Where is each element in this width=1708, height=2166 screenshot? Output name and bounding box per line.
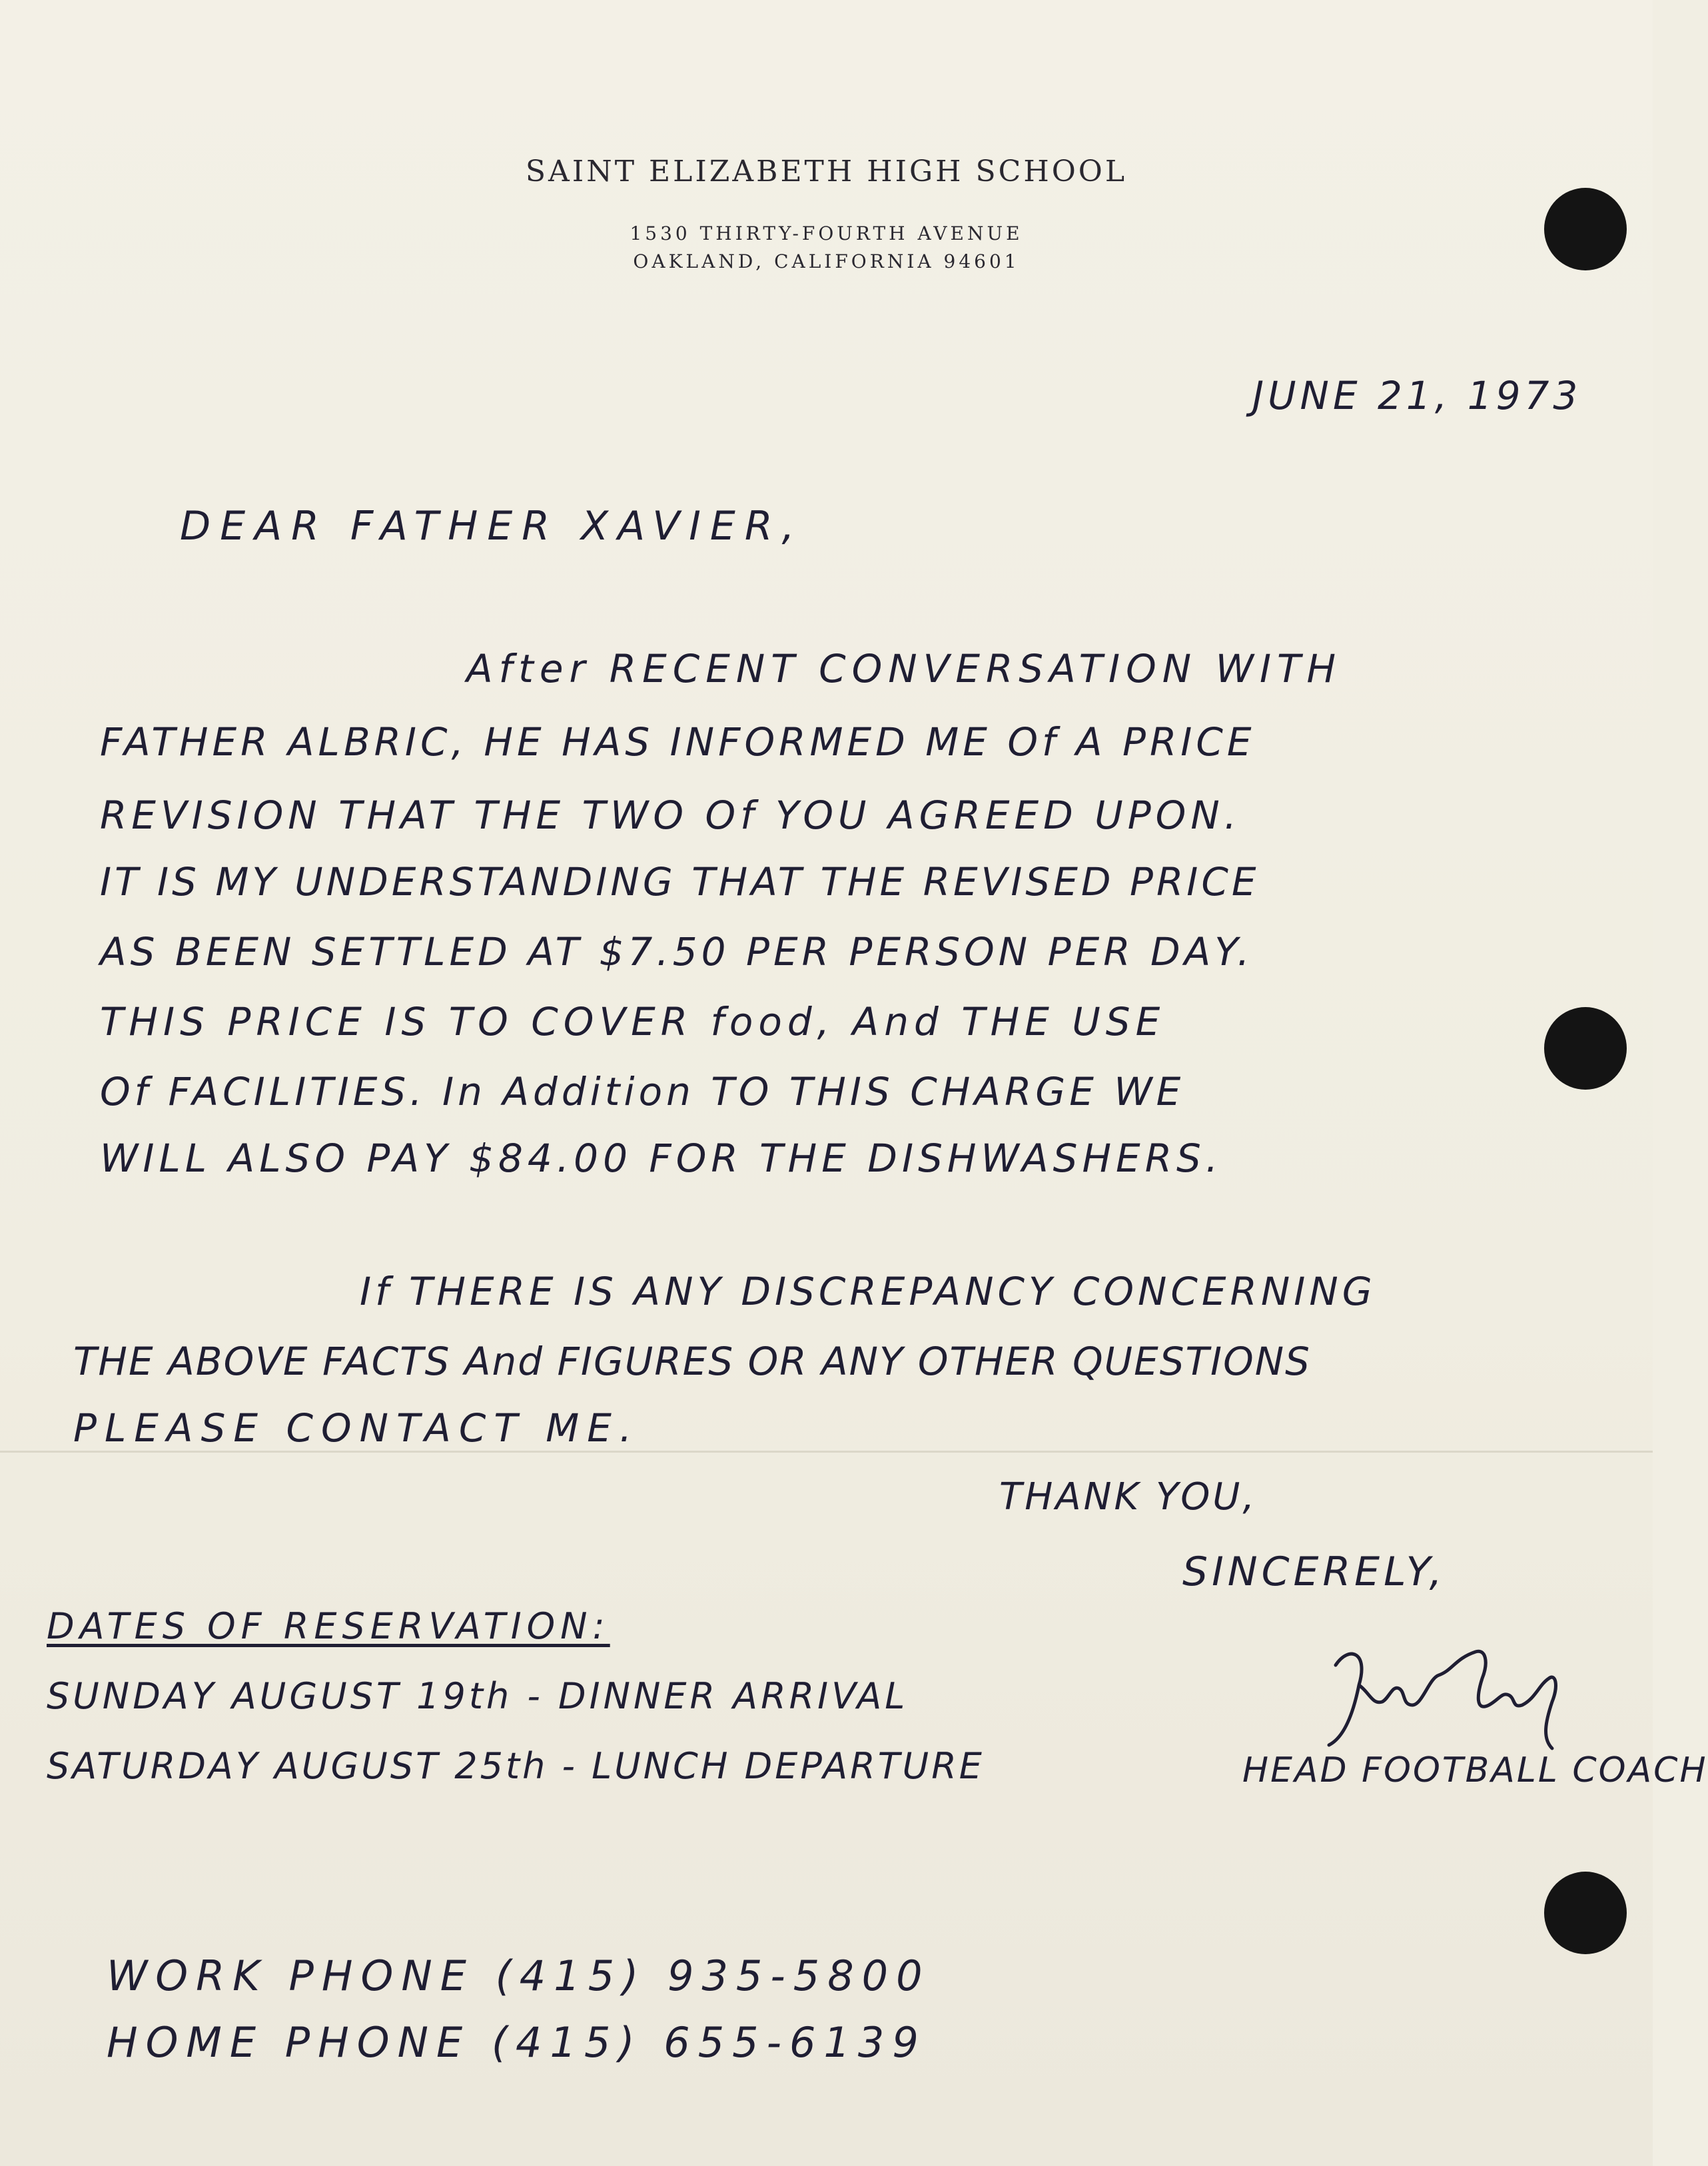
reservation-departure: SATURDAY AUGUST 25th - LUNCH DEPARTURE xyxy=(47,1745,985,1787)
letter-date: JUNE 21, 1973 xyxy=(1252,373,1582,418)
paragraph1-line2: FATHER ALBRIC, HE HAS INFORMED ME Of A PRICE xyxy=(100,719,1256,765)
work-phone: WORK PHONE (415) 935-5800 xyxy=(107,1952,931,2000)
school-address-line2: OAKLAND, CALIFORNIA 94601 xyxy=(633,250,1020,272)
paragraph1-line6: THIS PRICE IS TO COVER food, And THE USE xyxy=(100,999,1166,1044)
reservation-arrival: SUNDAY AUGUST 19th - DINNER ARRIVAL xyxy=(47,1675,909,1717)
paragraph1-line1: After RECENT CONVERSATION WITH xyxy=(466,646,1342,691)
paragraph1-line3: REVISION THAT THE TWO Of YOU AGREED UPON. xyxy=(100,793,1242,838)
paragraph1-line4: IT IS MY UNDERSTANDING THAT THE REVISED PRICE xyxy=(100,859,1260,904)
paragraph1-line7: Of FACILITIES. In Addition TO THIS CHARGE WE xyxy=(100,1069,1185,1114)
closing-sincerely: SINCERELY, xyxy=(1182,1549,1446,1595)
signature-title: HEAD FOOTBALL COACH xyxy=(1242,1750,1708,1790)
reservation-heading: DATES OF RESERVATION: xyxy=(47,1605,610,1647)
closing-thank-you: THANK YOU, xyxy=(999,1475,1258,1519)
salutation: DEAR FATHER XAVIER, xyxy=(180,503,804,549)
paragraph1-line5: AS BEEN SETTLED AT $7.50 PER PERSON PER DAY. xyxy=(100,929,1254,974)
punch-hole-middle xyxy=(1544,1007,1627,1090)
punch-hole-bottom xyxy=(1544,1872,1627,1954)
home-phone: HOME PHONE (415) 655-6139 xyxy=(107,2018,927,2067)
paragraph2-line1: If THERE IS ANY DISCREPANCY CONCERNING xyxy=(360,1269,1376,1314)
paragraph2-line2: THE ABOVE FACTS And FIGURES OR ANY OTHER QUESTIONS xyxy=(73,1339,1311,1384)
school-address-line1: 1530 THIRTY-FOURTH AVENUE xyxy=(630,222,1023,244)
handwritten-signature xyxy=(1322,1638,1575,1765)
paragraph1-line8: WILL ALSO PAY $84.00 FOR THE DISHWASHERS. xyxy=(100,1136,1223,1181)
paragraph2-line3: PLEASE CONTACT ME. xyxy=(73,1405,640,1451)
school-name: SAINT ELIZABETH HIGH SCHOOL xyxy=(525,155,1128,188)
paper-fold-line xyxy=(0,1451,1653,1453)
